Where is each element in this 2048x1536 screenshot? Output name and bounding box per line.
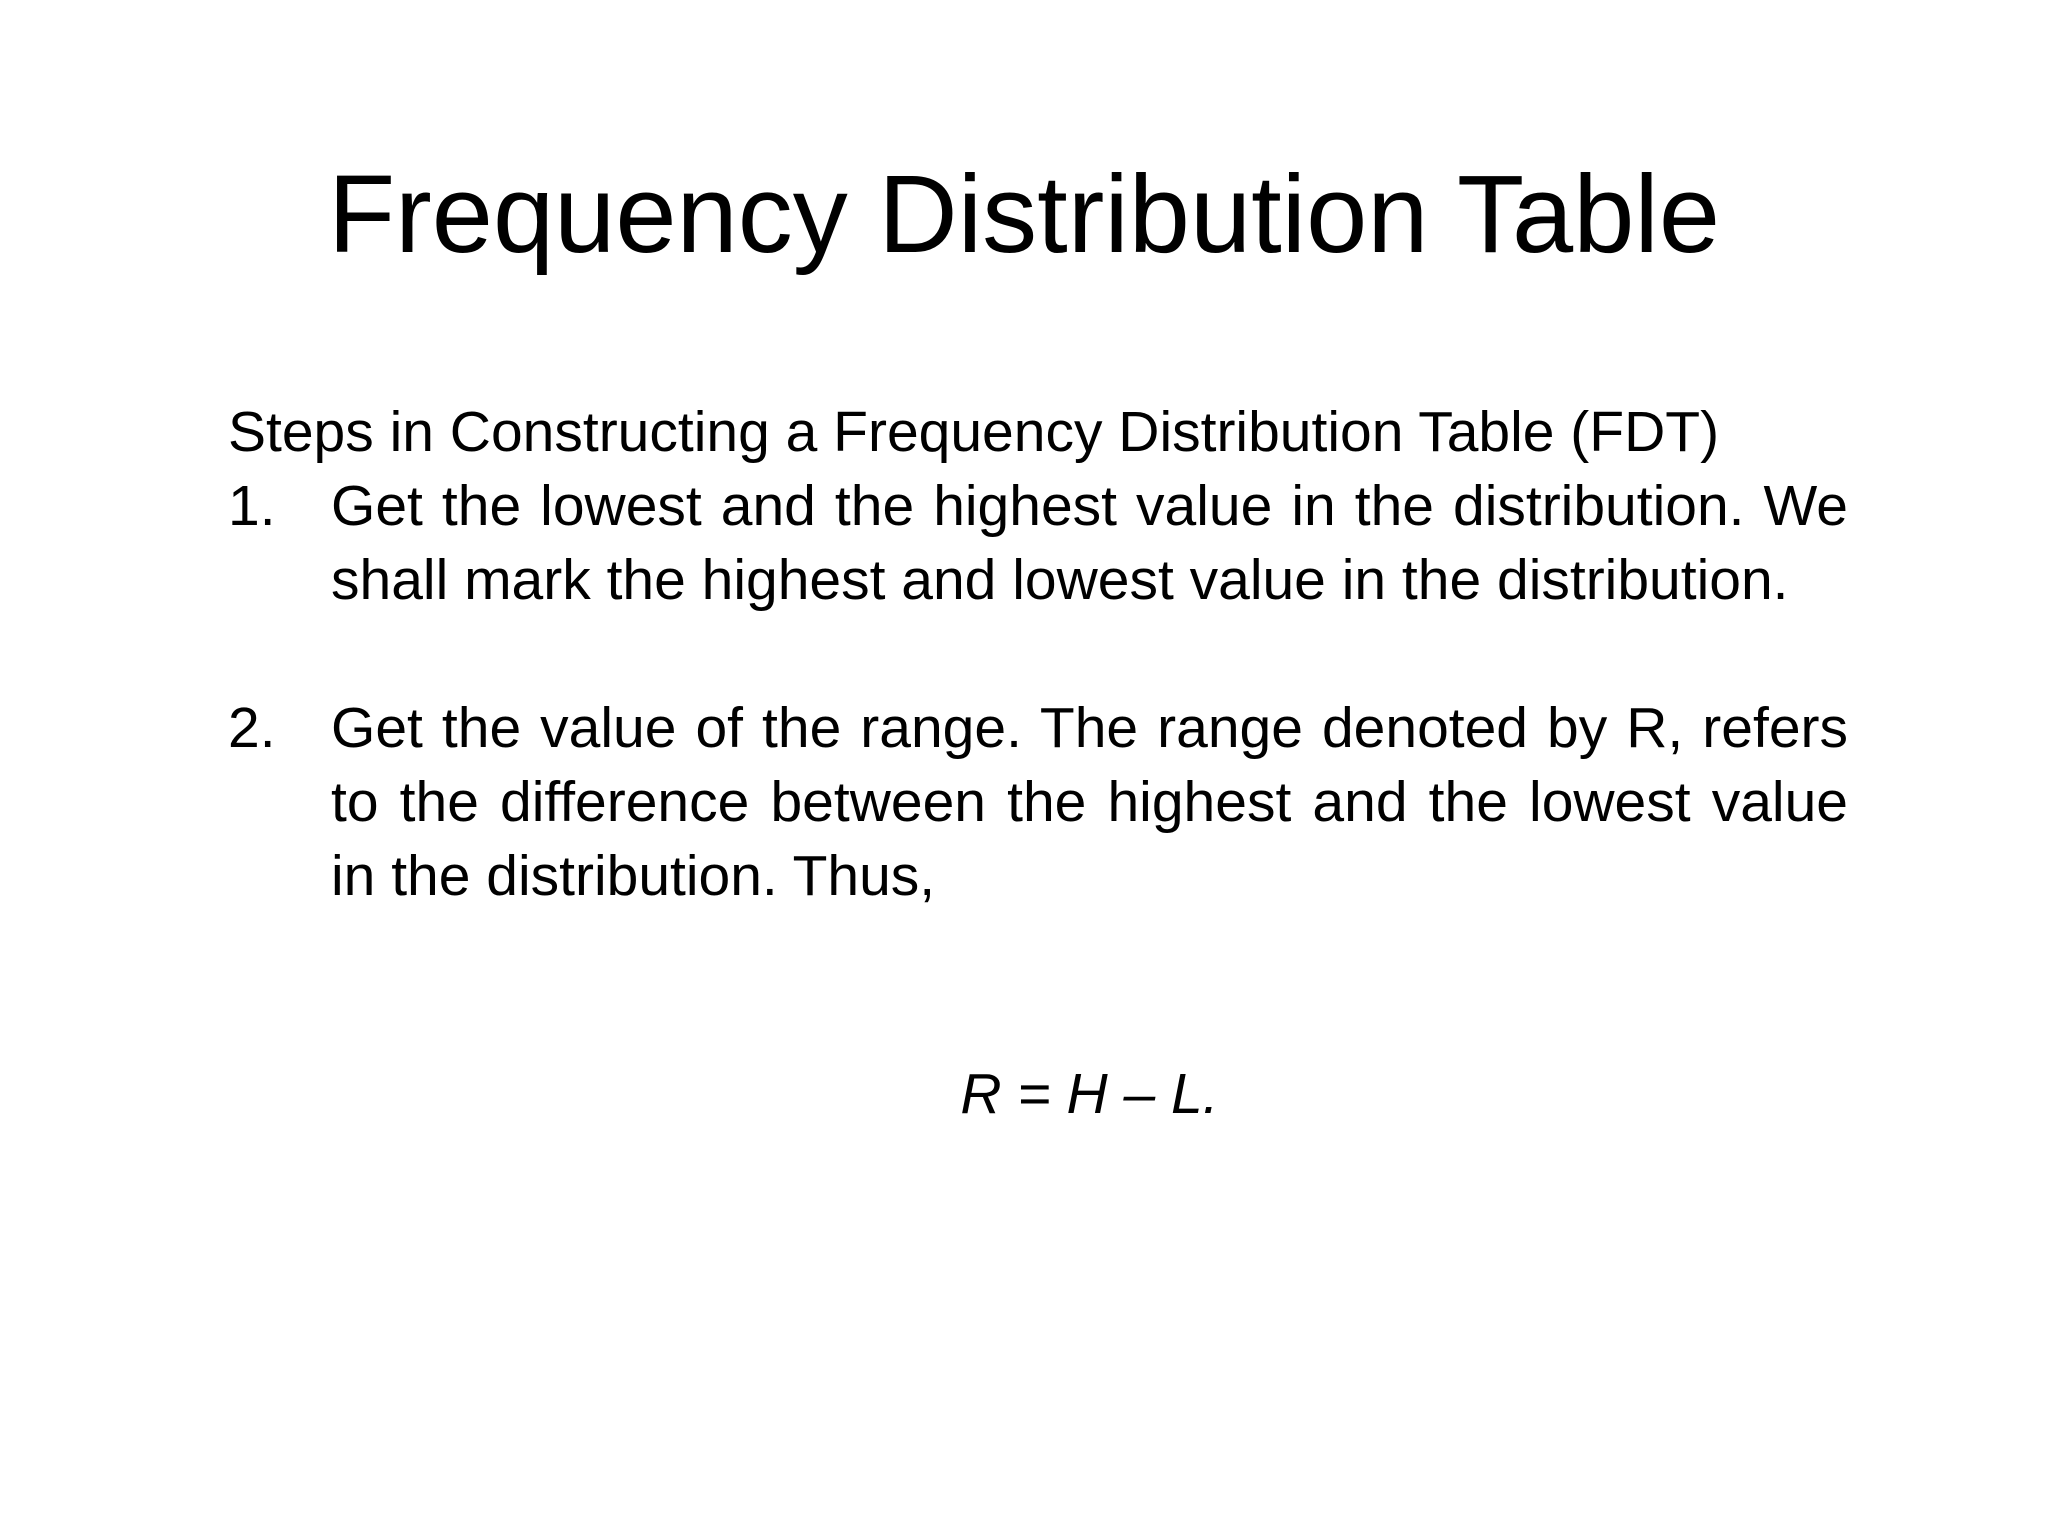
step-1-text: Get the lowest and the highest value in the distribution. We shall mark the highest and lowest value in the distribution.	[331, 474, 1848, 612]
list-item-step-1	[228, 469, 1848, 617]
slide-body	[228, 395, 1848, 1131]
slide-title: Frequency Distribution Table	[327, 153, 1721, 276]
list-item-step-2	[228, 691, 1848, 913]
step-2-number: 2.	[228, 696, 276, 760]
step-2-text: Get the value of the range. The range denoted by R, refers to the difference between the highest and the lowest value in the distribution. Thus,	[331, 696, 1848, 908]
intro-text: Steps in Constructing a Frequency Distribution Table (FDT)	[228, 400, 1720, 464]
range-formula: R = H – L.	[960, 1062, 1219, 1126]
step-1-number: 1.	[228, 474, 276, 538]
